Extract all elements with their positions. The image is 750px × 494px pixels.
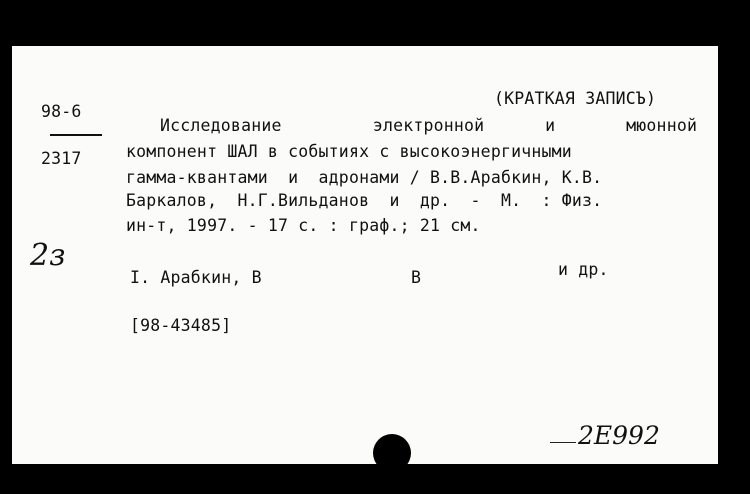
description-line-5: ин-т, 1997. - 17 с. : граф.; 21 см. bbox=[126, 216, 481, 235]
catalog-card bbox=[12, 46, 718, 464]
shelf-mark-top: 98-6 bbox=[41, 102, 82, 121]
inventory-dash bbox=[550, 442, 576, 443]
description-line-4: Баркалов, Н.Г.Вильданов и др. - М. : Физ. bbox=[126, 191, 603, 210]
tracing-second-entry: В bbox=[411, 268, 422, 287]
shelf-mark-bottom: 2317 bbox=[41, 149, 82, 168]
handwritten-mark-left: 2з bbox=[30, 238, 66, 273]
tracing-first-entry: I. Арабкин, В bbox=[130, 268, 262, 287]
record-number: [98-43485] bbox=[130, 316, 232, 335]
description-line-2: компонент ШАЛ в событиях с высокоэнергичными bbox=[126, 142, 572, 161]
tracing-third-entry: и др. bbox=[558, 260, 609, 279]
description-line-1: Исследование электронной и мюонной bbox=[160, 116, 698, 135]
record-type-label: (КРАТКАЯ ЗАПИСЪ) bbox=[494, 89, 657, 108]
punch-hole bbox=[373, 434, 411, 472]
handwritten-inventory-number: 2Е992 bbox=[578, 421, 660, 450]
shelf-mark-separator bbox=[50, 134, 102, 136]
description-line-3: гамма-квантами и адронами / В.В.Арабкин, К.В. bbox=[126, 168, 603, 187]
